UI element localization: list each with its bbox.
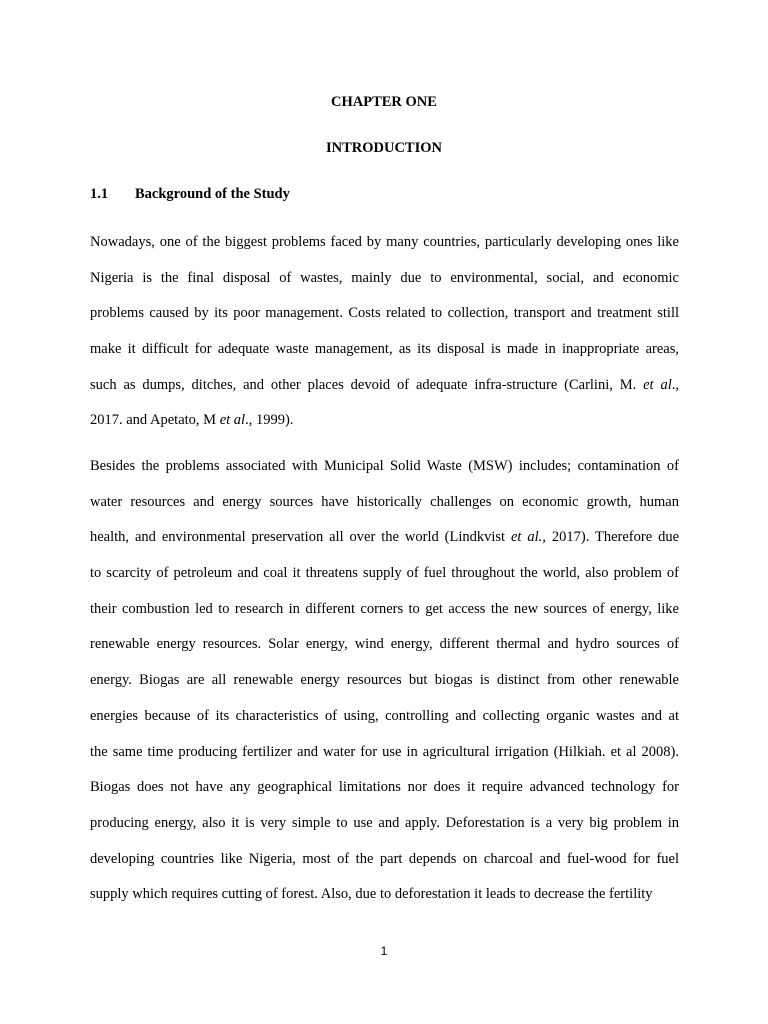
text-line: problems caused by its poor management. Costs related to collection, transport and treatment still	[90, 305, 679, 322]
text-line	[90, 376, 679, 412]
chapter-subtitle: INTRODUCTION	[325, 140, 442, 156]
text-line: renewable energy resources. Solar energy, wind energy, different thermal and hydro sources of	[90, 636, 679, 653]
text-line: producing energy, also it is very simple to use and apply. Deforestation is a very big problem in	[90, 814, 679, 831]
text-line: their combustion led to research in different corners to get access the new sources of energy, like	[90, 600, 679, 617]
section-title: Background of the Study	[135, 186, 290, 202]
text-line: Besides the problems associated with Municipal Solid Waste (MSW) includes; contamination of	[90, 458, 679, 474]
text-segment: 2017. and Apetato, M	[90, 412, 220, 429]
text-line: make it difficult for adequate waste management, as its disposal is made in inappropriate areas,	[90, 341, 679, 358]
italic-segment: et al.,	[511, 529, 546, 546]
text-line	[90, 528, 679, 564]
text-segment: health, and environmental preservation all over the world (Lindkvist	[90, 529, 511, 546]
text-segment: ., 1999).	[245, 412, 294, 429]
paragraph-2	[90, 457, 679, 921]
text-segment: such as dumps, ditches, and other places devoid of adequate infra-structure (Carlini, M.	[90, 376, 644, 393]
text-line: to scarcity of petroleum and coal it threatens supply of fuel throughout the world, also problem of	[90, 565, 679, 582]
text-segment: .,	[671, 376, 679, 393]
text-line: Biogas does not have any geographical limitations nor does it require advanced technology for	[90, 779, 679, 796]
text-line	[90, 411, 679, 447]
italic-segment: et al	[643, 376, 672, 393]
section-number: 1.1	[90, 186, 109, 202]
italic-segment: et al	[219, 412, 246, 429]
paragraph-1	[90, 233, 679, 447]
page-number: 1	[380, 944, 388, 958]
text-line: energies because of its characteristics of using, controlling and collecting organic wastes and at	[90, 707, 679, 724]
text-line: developing countries like Nigeria, most of the part depends on charcoal and fuel-wood for fuel	[90, 850, 679, 867]
text-line: the same time producing fertilizer and water for use in agricultural irrigation (Hilkiah. et al 2008).	[90, 743, 679, 760]
text-line: Nigeria is the final disposal of wastes, mainly due to environmental, social, and economic	[90, 269, 679, 286]
text-line: supply which requires cutting of forest. Also, due to deforestation it leads to decrease the fertility	[90, 886, 653, 903]
text-line: energy. Biogas are all renewable energy resources but biogas is distinct from other renewable	[90, 672, 679, 689]
text-line: water resources and energy sources have historically challenges on economic growth, human	[90, 493, 679, 510]
section-heading	[90, 185, 290, 203]
chapter-title: CHAPTER ONE	[331, 94, 437, 110]
text-line: Nowadays, one of the biggest problems faced by many countries, particularly developing ones like	[90, 234, 679, 250]
text-segment: 2017). Therefore due	[545, 529, 680, 546]
